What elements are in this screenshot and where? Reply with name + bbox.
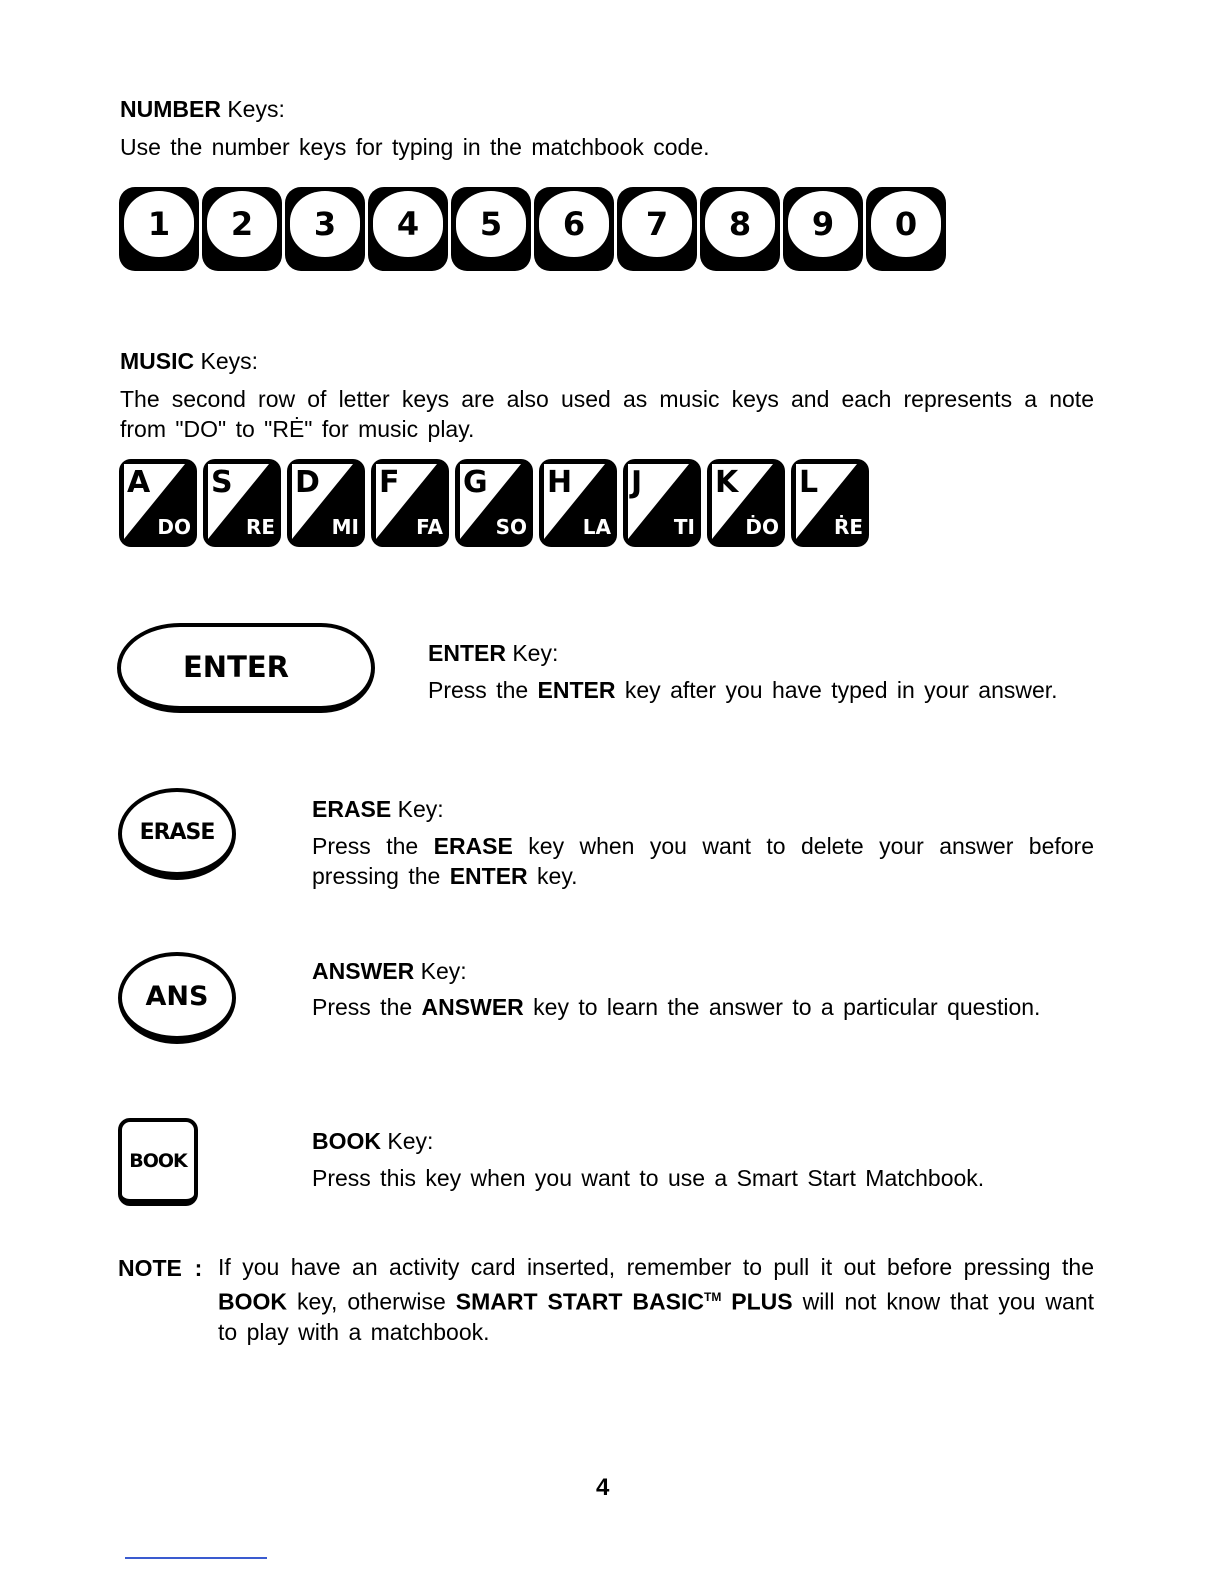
number-key: 6 (534, 187, 614, 271)
music-key (203, 459, 281, 547)
music-key (707, 459, 785, 547)
music-key (623, 459, 701, 547)
number-key: 4 (368, 187, 448, 271)
music-key (371, 459, 449, 547)
music-key-note: ḊO (745, 515, 779, 539)
music-key-letter: J (631, 465, 643, 500)
number-keys-description: Use the number keys for typing in the matchbook code. (120, 134, 710, 160)
music-key (119, 459, 197, 547)
music-key (791, 459, 869, 547)
music-key-note: TI (673, 515, 695, 539)
number-keys-heading: NUMBER Keys: (120, 96, 285, 122)
music-key-note: RE (245, 515, 275, 539)
music-key-letter: S (211, 465, 233, 500)
music-key-letter: D (295, 465, 320, 500)
music-key-letter: H (547, 465, 573, 500)
number-key: 0 (866, 187, 946, 271)
music-key (287, 459, 365, 547)
music-key-letter: K (715, 465, 739, 500)
answer-key-description: Press the ANSWER key to learn the answer to a particular question. (312, 994, 1041, 1020)
music-key-note: FA (416, 515, 443, 539)
book-key-illustration: BOOK (118, 1118, 198, 1206)
music-key-row (119, 459, 875, 547)
footer-divider (125, 1557, 267, 1559)
number-key: 5 (451, 187, 531, 271)
music-key (539, 459, 617, 547)
number-key: 8 (700, 187, 780, 271)
music-key-letter: A (127, 465, 151, 500)
answer-key-heading: ANSWER Key: (312, 958, 467, 984)
music-keys-description: The second row of letter keys are also used as music keys and each represents a note from "DO" to "RĖ" for music play. (120, 386, 1094, 442)
music-keys-heading: MUSIC Keys: (120, 348, 259, 374)
music-key-letter: G (463, 465, 488, 500)
erase-key-illustration: ERASE (118, 788, 236, 880)
erase-key-heading: ERASE Key: (312, 796, 444, 822)
book-key-description: Press this key when you want to use a Smart Start Matchbook. (312, 1165, 985, 1191)
number-key: 7 (617, 187, 697, 271)
music-key-note: MI (331, 515, 359, 539)
enter-key-description: Press the ENTER key after you have typed in your answer. (428, 677, 1058, 703)
music-key-note: DO (157, 515, 191, 539)
number-key: 1 (119, 187, 199, 271)
erase-key-description: Press the ERASE key when you want to delete your answer before pressing the ENTER key. (312, 833, 1095, 889)
number-key: 9 (783, 187, 863, 271)
number-key: 3 (285, 187, 365, 271)
music-key-note: SO (495, 515, 527, 539)
answer-key-illustration: ANS (118, 952, 236, 1044)
music-key-letter: L (799, 465, 819, 500)
music-key (455, 459, 533, 547)
music-key-note: ṘE (833, 515, 863, 539)
book-key-heading: BOOK Key: (312, 1128, 434, 1154)
enter-key-illustration: ENTER (117, 623, 375, 713)
music-key-note: LA (582, 515, 611, 539)
number-key-row (119, 187, 949, 271)
page-number: 4 (596, 1474, 610, 1501)
enter-key-heading: ENTER Key: (428, 640, 559, 666)
number-key: 2 (202, 187, 282, 271)
music-key-letter: F (379, 465, 400, 500)
note-text: If you have an activity card inserted, remember to pull it out before pressing the BOOK key, otherwise SMART START BASIC™ PLUS will not know that you want to play with a matchbook. (218, 1254, 1094, 1345)
note-label: NOTE : (118, 1255, 203, 1281)
